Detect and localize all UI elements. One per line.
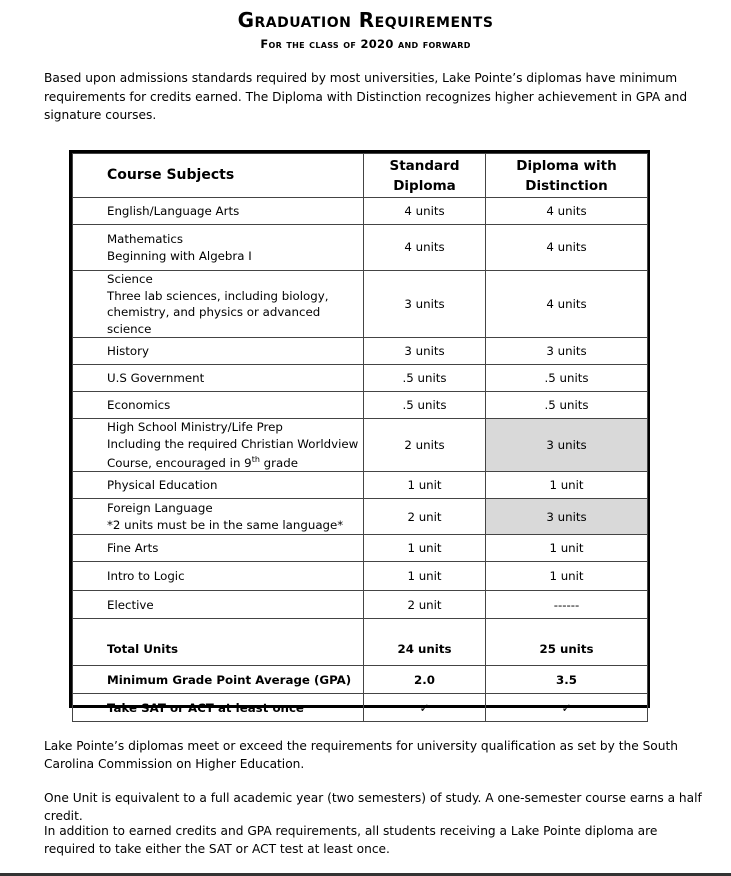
table-row — [73, 562, 648, 591]
gpa-row — [73, 666, 648, 694]
distinction-cell: 1 unit — [486, 562, 648, 591]
standard-gpa-cell: 2.0 — [364, 666, 486, 694]
subject-cell: Fine Arts — [73, 535, 364, 562]
distinction-cell: ------ — [486, 591, 648, 619]
subject-cell: Physical Education — [73, 472, 364, 499]
sat-act-label-cell: Take SAT or ACT at least once — [73, 694, 364, 722]
total-units-row — [73, 619, 648, 666]
table-row — [73, 472, 648, 499]
subject-cell: U.S Government — [73, 365, 364, 392]
table-row — [73, 338, 648, 365]
requirements-table-frame — [69, 150, 650, 715]
table-row — [73, 225, 648, 271]
requirements-table — [72, 153, 648, 722]
distinction-cell: .5 units — [486, 365, 648, 392]
standard-cell: 3 units — [364, 338, 486, 365]
subject-cell: Elective — [73, 591, 364, 619]
header-standard-diploma: Standard Diploma — [364, 154, 486, 198]
distinction-checkmark-icon: ✓ — [486, 694, 648, 722]
header-course-subjects: Course Subjects — [73, 154, 364, 198]
standard-cell: 2 unit — [364, 591, 486, 619]
table-row — [73, 499, 648, 535]
distinction-cell: 1 unit — [486, 535, 648, 562]
subject-cell: Science Three lab sciences, including biology, chemistry, and physics or advanced science — [73, 271, 364, 338]
gpa-label-cell: Minimum Grade Point Average (GPA) — [73, 666, 364, 694]
distinction-cell: 1 unit — [486, 472, 648, 499]
table-header-row — [73, 154, 648, 198]
distinction-cell: 4 units — [486, 198, 648, 225]
standard-cell: 1 unit — [364, 535, 486, 562]
distinction-cell: .5 units — [486, 392, 648, 419]
table-row — [73, 198, 648, 225]
distinction-cell: 3 units — [486, 338, 648, 365]
subject-cell: High School Ministry/Life Prep Including the required Christian Worldview Course, encouraged in 9th grade — [73, 419, 364, 472]
table-row — [73, 271, 648, 338]
standard-cell: 4 units — [364, 225, 486, 271]
table-row — [73, 392, 648, 419]
standard-cell: 1 unit — [364, 562, 486, 591]
sat-act-row — [73, 694, 648, 722]
table-row — [73, 419, 648, 472]
standard-cell: 4 units — [364, 198, 486, 225]
standard-cell: .5 units — [364, 365, 486, 392]
footer-paragraph: Lake Pointe’s diplomas meet or exceed the requirements for university qualification as set by the South Carolina Commission on Higher Education. — [44, 739, 678, 771]
footer-paragraph: One Unit is equivalent to a full academic year (two semesters) of study. A one-semester course earns a half credit. — [44, 791, 702, 823]
page-subtitle: For the class of 2020 and forward — [260, 37, 471, 51]
distinction-gpa-cell: 3.5 — [486, 666, 648, 694]
standard-total-cell: 24 units — [364, 619, 486, 666]
subject-cell: History — [73, 338, 364, 365]
header-diploma-distinction: Diploma with Distinction — [486, 154, 648, 198]
distinction-total-cell: 25 units — [486, 619, 648, 666]
subject-cell: Economics — [73, 392, 364, 419]
subject-cell: Foreign Language *2 units must be in the same language* — [73, 499, 364, 535]
standard-checkmark-icon: ✓ — [364, 694, 486, 722]
footer-paragraph: In addition to earned credits and GPA requirements, all students receiving a Lake Pointe diploma are required to take either the SAT or ACT test at least once. — [44, 824, 658, 856]
standard-cell: 2 units — [364, 419, 486, 472]
standard-cell: 3 units — [364, 271, 486, 338]
total-label-cell: Total Units — [73, 619, 364, 666]
subject-cell: Mathematics Beginning with Algebra I — [73, 225, 364, 271]
distinction-cell: 4 units — [486, 225, 648, 271]
standard-cell: .5 units — [364, 392, 486, 419]
intro-paragraph: Based upon admissions standards required by most universities, Lake Pointe’s diplomas have minimum requirements for credits earned. The Diploma with Distinction recognizes higher achievement in GPA and signature courses. — [44, 71, 688, 122]
standard-cell: 2 unit — [364, 499, 486, 535]
standard-cell: 1 unit — [364, 472, 486, 499]
table-row — [73, 365, 648, 392]
distinction-cell: 4 units — [486, 271, 648, 338]
table-row — [73, 591, 648, 619]
subject-cell: Intro to Logic — [73, 562, 364, 591]
distinction-cell-highlighted: 3 units — [486, 499, 648, 535]
page-title: Graduation Requirements — [237, 8, 494, 32]
table-row — [73, 535, 648, 562]
distinction-cell-highlighted: 3 units — [486, 419, 648, 472]
subject-cell: English/Language Arts — [73, 198, 364, 225]
